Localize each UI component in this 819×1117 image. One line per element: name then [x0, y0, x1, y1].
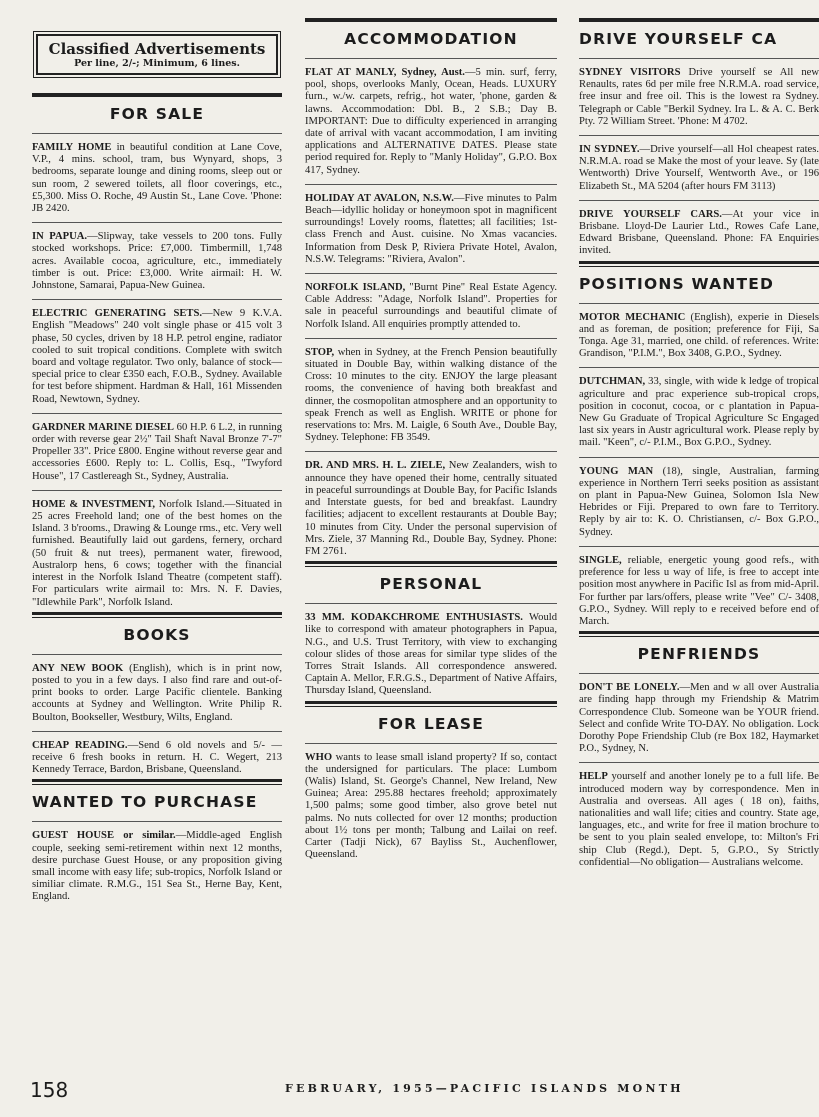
- divider: [32, 612, 282, 618]
- positions-ads: [579, 312, 819, 628]
- ad-body: —Five minutes to Palm Beach—idyllic holiday or honeymoon spot in magnificent surroundings! Lovely rooms, flatettes; all facilities; 1st-class French and Aust. cuisine. No Xmas vacancies. Information from Desk P, Riviera Private Hotel, Avalon, N.S.W. Telegrams: "Riviera, Avalon".: [305, 192, 558, 265]
- classified-ad: [32, 830, 282, 903]
- heading-penfriends: PENFRIENDS: [637, 645, 761, 664]
- ad-body: —5 min. surf, ferry, pool, shops, overlooks Manly, Ocean, Heads. LUXURY furn., w./w. carpets, refrig., hot water, 'phone, garden & lawns. Accommodation: Dbl. B., 2 S.B.; Day B. IMPORTANT: Due to difficulty experienced in arranging date of arrival with vacant accommodation, I am inviting applications and ALTERNATIVE DATES. Please state period required for. Reply to "Manly Holiday", G.P.O. Box 417, Sydney.: [305, 67, 557, 176]
- heading-for-sale: FOR SALE: [109, 105, 205, 123]
- ad-divider: [32, 222, 282, 223]
- column-middle: [305, 18, 557, 1059]
- page-number: 158: [30, 1078, 69, 1102]
- ad-body: Drive yourself se All new Renaults, rates 6d per mile free N.R.M.A. road service, free insur and free oil. This is the lowest ra Sydney. Telegraph or Cable "Berkil Sydney. Ira L. & A. C. Berk Pty. 72 William Street. 'Phone: M 4702.: [579, 67, 819, 127]
- ad-lead: ANY NEW BOOK: [32, 662, 124, 674]
- ad-divider: [305, 273, 557, 274]
- ad-lead: DON'T BE LONELY.: [579, 682, 680, 694]
- ad-lead: 33 MM. KODAKCHROME ENTHUSIASTS.: [305, 612, 523, 624]
- heading-accommodation: ACCOMMODATION: [344, 30, 518, 48]
- ad-lead: HOLIDAY AT AVALON, N.S.W.: [305, 192, 454, 204]
- heading-personal: PERSONAL: [379, 575, 483, 594]
- classified-ad: [579, 67, 819, 128]
- classified-ad: [579, 144, 819, 193]
- accommodation-ads: [305, 67, 557, 558]
- ad-body: New Zealanders, wish to announce they have opened their home, centrally situated in peaceful surroundings at Double Bay, for Pacific Islands and Interstate guests, for bed and breakfast. Laundry facilities; adjacent to excellent restaurants at Double Bay; 10 minutes from City. Under the personal supervision of Mrs. Ziele, 37 Manning Rd., Double Bay, Sydney. Phone: FM 2761.: [305, 460, 557, 557]
- ad-body: (English), experie in Diesels and as foreman, de position; preference for Fiji, Sa Tonga. Age 31, married, one child. of references. Write: Grandison, "P.I.M.", Box 3408, G.P.O., Sydney.: [579, 311, 819, 360]
- divider: [579, 631, 819, 637]
- ad-divider: [32, 299, 282, 300]
- ad-lead: WHO: [305, 751, 333, 763]
- classified-ad: [579, 682, 819, 755]
- column-left: [32, 18, 282, 1059]
- divider: [579, 18, 819, 22]
- divider: [32, 821, 282, 822]
- classified-ad: [32, 142, 282, 215]
- ad-divider: [579, 546, 819, 547]
- divider: [579, 58, 819, 59]
- classified-ad: [32, 231, 282, 292]
- classified-ad: [579, 376, 819, 449]
- drive-ads: [579, 67, 819, 258]
- ad-body: (18), single, Australian, farming experience in Northern Terri seeks position as assistant on plant in Papua-New Guinea, Solomon Isla New Hebrides or Fiji. Prepared to own fare to Territory. Reply by air to: K. O. Christiansen, c/- Box G.P.O., Sydney.: [579, 465, 819, 538]
- personal-ads: [305, 612, 557, 697]
- classified-ad: [579, 209, 819, 258]
- classified-header: [36, 34, 278, 75]
- ad-lead: CHEAP READING.: [32, 739, 128, 751]
- classified-ad: [579, 466, 819, 539]
- ad-divider: [32, 413, 282, 414]
- heading-drive-yourself: DRIVE YOURSELF CA: [579, 30, 778, 48]
- ad-lead: YOUNG MAN: [579, 465, 654, 477]
- ad-body: reliable, energetic young good refs., with preference for less u way of life, is free to accept inte position most anywhere in Pacific Isl as from mid-April. For further par lars/offers, please write "Vee" C/- 3408, G.P.O., Sydney. Will reply to e received before end of March.: [579, 554, 819, 627]
- divider: [305, 701, 557, 707]
- ad-divider: [579, 200, 819, 201]
- ad-lead: DRIVE YOURSELF CARS.: [579, 208, 722, 220]
- ad-lead: SINGLE,: [579, 554, 622, 566]
- divider: [32, 93, 282, 97]
- ad-divider: [305, 451, 557, 452]
- classified-ad: [305, 347, 557, 445]
- ad-lead: IN PAPUA.: [32, 231, 88, 243]
- ad-divider: [579, 762, 819, 763]
- ad-lead: GUEST HOUSE or similar.: [32, 830, 176, 842]
- classified-ad: [305, 193, 557, 266]
- divider: [579, 673, 819, 674]
- ad-body: —Drive yourself—all Hol cheapest rates. N.R.M.A. road se Make the most of your leave. Sy (late Wentworth) Drive Yourself, Wentworth Ave., or 196 Elizabeth St., MA 5204 (after hours FM 3113): [579, 144, 819, 192]
- classified-ad: [579, 555, 819, 628]
- ad-lead: MOTOR MECHANIC: [579, 311, 686, 323]
- ad-body: —Slipway, take vessels to 200 tons. Fully stocked workshops. Price: £7,000. Timbermill, 1,748 acres. Available cocoa, agriculture, etc., immediately timber is out. Price: £3,000. Write airmail: H. W. Johnstone, Samarai, Papua-New Guinea.: [32, 231, 282, 292]
- ad-divider: [579, 457, 819, 458]
- ad-body: —Men and w all over Australia are finding happ through my Friendship & Matrim Correspondence Club. Someone wan be YOUR friend. Select and confide Write TO-DAY. No obligation. Lock Dorothy Pope Friendship Club (re Box 182, Haymarket P.O., Sydney, N.: [579, 682, 819, 755]
- ad-lead: STOP,: [305, 346, 335, 358]
- divider: [579, 303, 819, 304]
- for-lease-ads: [305, 752, 557, 862]
- ad-body: —Send 6 old novels and 5/- — receive 6 fresh books in return. H. C. Wegert, 213 Kennedy Terrace, Bardon, Brisbane, Queensland.: [32, 739, 282, 776]
- ad-body: "Burnt Pine" Real Estate Agency. Cable Address: "Adage, Norfolk Island". Properties for sale in peaceful surroundings and beautiful climate of Norfolk Island. All enquiries promptly attended to.: [305, 282, 557, 330]
- divider: [579, 261, 819, 267]
- ad-lead: FAMILY HOME: [32, 142, 112, 153]
- ad-body: yourself and another lonely pe to a full life. Be introduced modern way by correspondence. Men in Australia and overseas. All ages ( 18 on), faiths, nationalities and wall life; cities and country. State age, languages, etc., and write for free il mation brochure to be sent to you plain sealed envelope, to: Milton's Fri ship Club (Regd.), Dept. 5, G.P.O., Sy Strictly confidential—No obligation— Australians welcome.: [579, 771, 819, 868]
- ad-lead: DR. AND MRS. H. L. ZIELE,: [305, 460, 446, 472]
- ad-body: 60 H.P. 6 L.2, in running order with reverse gear 2½" Tail Shaft Naval Bronze 7'-7" Propeller 33". Price £800. Engine without reverse gear and accessories £600. Reply to: L. Collis, Esq., "Twyford House", 17 Castlereagh St., Sydney, Australia.: [32, 421, 282, 482]
- ad-divider: [32, 490, 282, 491]
- classified-ad: [32, 422, 282, 483]
- classified-ad: [32, 499, 282, 609]
- divider: [305, 561, 557, 567]
- heading-positions-wanted: POSITIONS WANTED: [579, 274, 775, 293]
- ad-lead: DUTCHMAN,: [579, 376, 646, 388]
- ad-divider: [32, 731, 282, 732]
- ad-divider: [579, 135, 819, 136]
- ad-body: —Middle-aged English couple, seeking semi-retirement within next 12 months, desire purchase Guest House, or any proposition giving small income with easy life; sub-tropics, Norfolk Island or similiar climate. R.M.G., 151 Sea St., Herne Bay, Kent, England.: [32, 830, 283, 903]
- ad-divider: [305, 338, 557, 339]
- divider: [305, 58, 557, 59]
- ad-lead: HOME & INVESTMENT,: [32, 498, 156, 510]
- ad-lead: HELP: [579, 771, 608, 783]
- heading-wanted-to-purchase: WANTED TO PURCHASE: [32, 793, 258, 812]
- for-sale-ads: [32, 142, 282, 609]
- classified-ad: [32, 740, 282, 777]
- ad-divider: [305, 184, 557, 185]
- divider: [32, 654, 282, 655]
- divider: [305, 18, 557, 22]
- classified-title: Classified Advertisements: [48, 40, 266, 58]
- divider: [32, 133, 282, 134]
- classified-ad: [32, 308, 282, 406]
- footer-issue-line: FEBRUARY, 1955—PACIFIC ISLANDS MONTH: [285, 1082, 684, 1095]
- classified-ad: [305, 67, 557, 177]
- ad-body: Would like to correspond with amateur photographers in Papua, N.G., and U.S. Trust Territory, with view to exchanging colour slides of those areas for similar type slides of the Torres Strait Islands. All correspondence answered. Captain A. Mellor, F.R.G.S., Department of Native Affairs, Thursday Island, Queensland.: [305, 612, 557, 697]
- ad-lead: NORFOLK ISLAND,: [305, 282, 406, 294]
- ad-lead: FLAT AT MANLY, Sydney, Aust.: [305, 67, 465, 78]
- classified-ad: [32, 663, 282, 724]
- ad-body: wants to lease small island property? If so, contact the undersigned for particulars. The place: Lumbom (Walis) Island, St. George's Channel, New Ireland, New Guinea; Area: 295.88 hectares freehold; approximately 1,500 palms; some good timber, also grove betel nut palms. No nuts collected for over 12 months; production about 1½ tons per month; Talbung and Lailai on reef. Carter (Tadji Nick), 67 Bayliss St., Auchenflower, Queensland.: [305, 751, 557, 861]
- ad-body: —New 9 K.V.A. English "Meadows" 240 volt single phase or 415 volt 3 phase, 50 cycles, driven by 18 H.P. petrol engine, radiator cooled to suit tropical conditions. Complete with switch board and voltage regulator. Two only, balance of stock—special price to clear £350 each, F.O.B., Sydney. Available for test before shipment. Hardman & Hall, 161 Missenden Road, Newtown, Sydney.: [32, 308, 282, 405]
- ad-body: —At your vice in Brisbane. Lloyd-De Laurier Ltd., Rowes Cafe Lane, Edward Brisbane, Queensland. Phone: FA Enquiries invited.: [579, 208, 819, 257]
- classified-ad: [305, 612, 557, 697]
- classified-ad: [305, 460, 557, 558]
- classified-ad: [579, 771, 819, 869]
- ad-divider: [579, 367, 819, 368]
- ad-body: in beautiful condition at Lane Cove, V.P., 4 mins. school, tram, bus Wynyard, shops, 3 bedrooms, separate lounge and dining rooms, sleep out or sun room, 2 sewered toilets, all floor coverings, etc., £5,300. Miss O. Roche, 49 Austin St., Lane Cove. 'Phone: JB 2420.: [32, 142, 282, 215]
- ad-body: Norfolk Island.—Situated in 25 acres Freehold land; one of the best homes on the Island. 3 b'rooms., Drawing & Lounge rms., etc. Very well furnished. Beautifully laid out gardens, fernery, orchard (50 fruit & nut trees), permanent water, firewood, Australorp hens, 6 cows; together with the financial interest in the Norfolk Island Theatre (competent staff). For particulars write airmail to: Mrs. N. F. Davies, "Idlewhile Park", Norfolk Island.: [32, 498, 283, 608]
- ad-body: 33, single, with wide k ledge of tropical agriculture and prac experience sub-tropical crops, position in coconut, cocoa, or c plantation in Papua-New Gu Graduate of Tropical Agriculture Sc Engaged last six years in Austr agricultural work. Please reply by mail. "Keen", c/- P.I.M., Box G.P.O., Sydney.: [579, 376, 819, 449]
- divider: [305, 603, 557, 604]
- classified-ad: [305, 282, 557, 331]
- heading-for-lease: FOR LEASE: [377, 714, 485, 733]
- ad-body: (English), which is in print now, posted to you in a few days. I also find rare and out-of-print books to order. Large Pacific clientele. Banking accounts at Sydney and Wellington. Write Philip R. Boulton, Bookseller, Westbury, Wilts, England.: [32, 662, 283, 723]
- books-ads: [32, 663, 282, 777]
- classified-ad: [579, 312, 819, 361]
- column-right: [579, 18, 819, 1059]
- penfriends-ads: [579, 682, 819, 869]
- ad-lead: SYDNEY VISITORS: [579, 67, 681, 78]
- ad-lead: IN SYDNEY.: [579, 144, 640, 156]
- ad-lead: ELECTRIC GENERATING SETS.: [32, 308, 203, 320]
- wanted-ads: [32, 830, 282, 903]
- divider: [305, 743, 557, 744]
- ad-lead: GARDNER MARINE DIESEL: [32, 421, 174, 433]
- ad-body: when in Sydney, at the French Pension beautifully situated in Double Bay, within walking distance of the Cross: 10 minutes to the city. ENJOY the large pleasant rooms, the convenience of having both breakfast and dinner, the cosmopolitan atmosphere and an opportunity to speak French as well as English. WRITE or phone for reservations to: Mrs. M. Laigle, 6 South Ave., Double Bay, Sydney. Telephone: FB 3549.: [305, 346, 557, 444]
- classified-rates: Per line, 2/-; Minimum, 6 lines.: [74, 58, 240, 69]
- divider: [32, 779, 282, 785]
- heading-books: BOOKS: [123, 625, 191, 644]
- classified-ad: [305, 752, 557, 862]
